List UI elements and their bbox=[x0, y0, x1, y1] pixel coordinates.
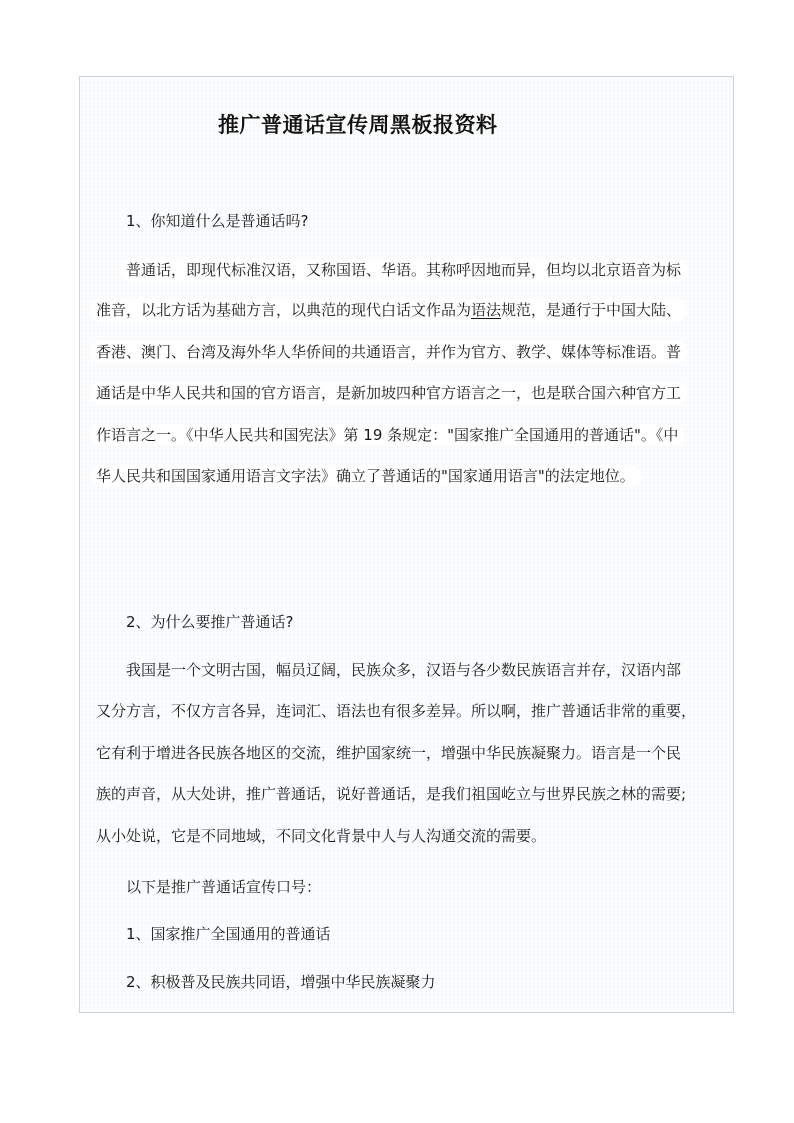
section1-line-3 bbox=[96, 341, 687, 362]
section1-line-2-part-b: 规范，是通行于中国大陆、 bbox=[501, 301, 682, 319]
section1-line-2 bbox=[96, 299, 687, 320]
section2-heading: 2、为什么要推广普通话? bbox=[126, 613, 294, 631]
section1-heading: 1、你知道什么是普通话吗? bbox=[126, 212, 309, 230]
slogan-item-1: 1、国家推广全国通用的普通话 bbox=[126, 925, 331, 943]
page-title: 推广普通话宣传周黑板报资料 bbox=[218, 112, 498, 137]
section1-line-5-text: 作语言之一。《中华人民共和国宪法》第 19 条规定："国家推广全国通用的普通话"。《中 bbox=[90, 424, 684, 446]
section2-line-3: 它有利于增进各民族各地区的交流，维护国家统一，增强中华民族凝聚力。语言是一个民 bbox=[96, 744, 682, 762]
grammar-link[interactable]: 语法 bbox=[471, 301, 502, 319]
section1-line-4-text: 通话是中华人民共和国的官方语言，是新加坡四种官方语言之一，也是联合国六种官方工 bbox=[90, 382, 687, 404]
section1-line-1-text: 普通话，即现代标准汉语，又称国语、华语。其称呼因地而异，但均以北京语音为标 bbox=[120, 259, 687, 281]
slogans-intro: 以下是推广普通话宣传口号： bbox=[126, 878, 322, 896]
section1-line-1 bbox=[126, 259, 687, 280]
section1-line-6-text: 华人民共和国国家通用语言文字法》确立了普通话的"国家通用语言"的法定地位。 bbox=[90, 465, 641, 487]
section1-line-2-part-a: 准音，以北方话为基础方言，以典范的现代白话文作品为 bbox=[96, 301, 472, 319]
section2-line-5: 从小处说，它是不同地域，不同文化背景中人与人沟通交流的需要。 bbox=[96, 827, 547, 845]
section1-line-2-text bbox=[90, 299, 687, 321]
section1-line-6 bbox=[96, 465, 641, 486]
section1-line-3-text: 香港、澳门、台湾及海外华人华侨间的共通语言，并作为官方、教学、媒体等标准语。普 bbox=[90, 341, 687, 363]
section2-line-2: 又分方言，不仅方言各异，连词汇、语法也有很多差异。所以啊，推广普通话非常的重要， bbox=[96, 702, 697, 720]
section2-line-4: 族的声音，从大处讲，推广普通话，说好普通话，是我们祖国屹立与世界民族之林的需要; bbox=[96, 785, 687, 803]
slogan-item-2: 2、积极普及民族共同语，增强中华民族凝聚力 bbox=[126, 973, 436, 991]
section1-line-5 bbox=[96, 424, 684, 445]
section2-line-1: 我国是一个文明古国，幅员辽阔，民族众多，汉语与各少数民族语言并存，汉语内部 bbox=[126, 661, 682, 679]
section1-line-4 bbox=[96, 382, 687, 403]
